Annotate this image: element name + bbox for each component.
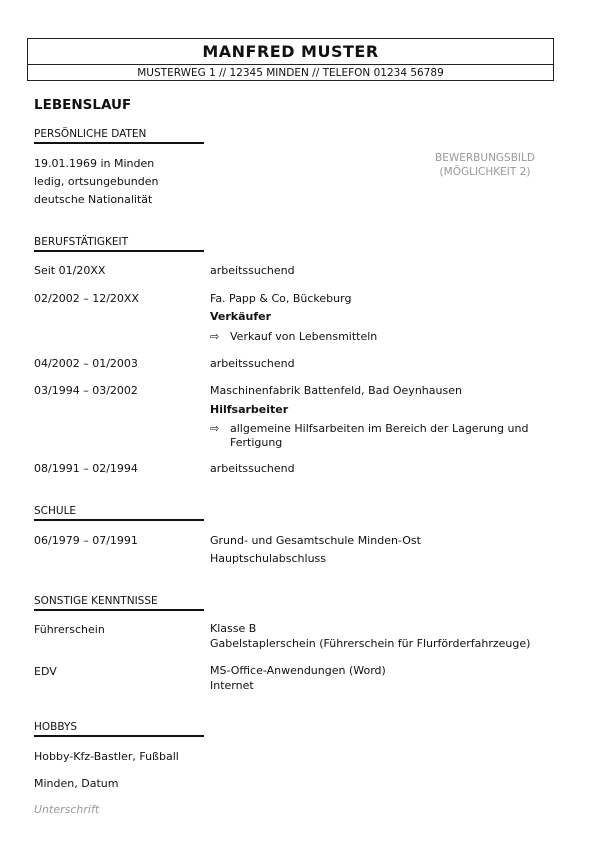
hobbies-text: Hobby-Kfz-Bastler, Fußball (34, 750, 179, 763)
career-period: 08/1991 – 02/1994 (34, 462, 138, 475)
arrow-bullet-icon: ⇨ (210, 330, 220, 343)
career-period: 04/2002 – 01/2003 (34, 357, 138, 370)
career-role: Verkäufer (210, 310, 272, 323)
birth-info: 19.01.1969 in Minden (34, 157, 155, 170)
career-period: Seit 01/20XX (34, 264, 106, 277)
career-period: 02/2002 – 12/20XX (34, 292, 139, 305)
section-heading-skills: SONSTIGE KENNTNISSE (34, 594, 204, 611)
applicant-name: MANFRED MUSTER (28, 39, 553, 65)
signature-placeholder: Unterschrift (34, 803, 100, 816)
photo-placeholder-line: (MÖGLICHKEIT 2) (439, 166, 531, 178)
career-period: 03/1994 – 03/2002 (34, 384, 138, 397)
marital-status: ledig, ortsungebunden (34, 175, 159, 188)
skill-detail: MS-Office-Anwendungen (Word) (210, 664, 386, 677)
skill-detail: Internet (210, 679, 254, 692)
photo-placeholder (410, 151, 560, 179)
career-employer: Maschinenfabrik Battenfeld, Bad Oeynhausen (210, 384, 462, 397)
career-role: Hilfsarbeiter (210, 403, 289, 416)
school-period: 06/1979 – 07/1991 (34, 534, 138, 547)
career-employer: Fa. Papp & Co, Bückeburg (210, 292, 352, 305)
school-degree: Hauptschulabschluss (210, 552, 327, 565)
career-task-text: Verkauf von Lebensmitteln (230, 330, 378, 343)
section-heading-career: BERUFSTÄTIGKEIT (34, 235, 204, 252)
career-employer: arbeitssuchend (210, 462, 295, 475)
photo-placeholder-line: BEWERBUNGSBILD (435, 152, 535, 164)
header-box (27, 38, 554, 81)
skill-detail: Klasse B (210, 622, 257, 635)
school-institution: Grund- und Gesamtschule Minden-Ost (210, 534, 421, 547)
career-task (210, 422, 550, 450)
arrow-bullet-icon: ⇨ (210, 422, 220, 435)
career-task-text: allgemeine Hilfsarbeiten im Bereich der Lagerung und Fertigung (230, 422, 529, 449)
nationality: deutsche Nationalität (34, 193, 153, 206)
skill-label: EDV (34, 665, 57, 678)
career-employer: arbeitssuchend (210, 264, 295, 277)
career-task (210, 330, 550, 344)
career-employer: arbeitssuchend (210, 357, 295, 370)
section-heading-school: SCHULE (34, 504, 204, 521)
contact-line: MUSTERWEG 1 // 12345 MINDEN // TELEFON 01234 56789 (137, 67, 444, 79)
section-heading-hobbies: HOBBYS (34, 720, 204, 737)
place-date: Minden, Datum (34, 777, 119, 790)
section-heading-personal: PERSÖNLICHE DATEN (34, 127, 204, 144)
skill-detail: Gabelstaplerschein (Führerschein für Flurförderfahrzeuge) (210, 637, 531, 650)
skill-label: Führerschein (34, 623, 105, 636)
document-title: LEBENSLAUF (34, 97, 132, 113)
